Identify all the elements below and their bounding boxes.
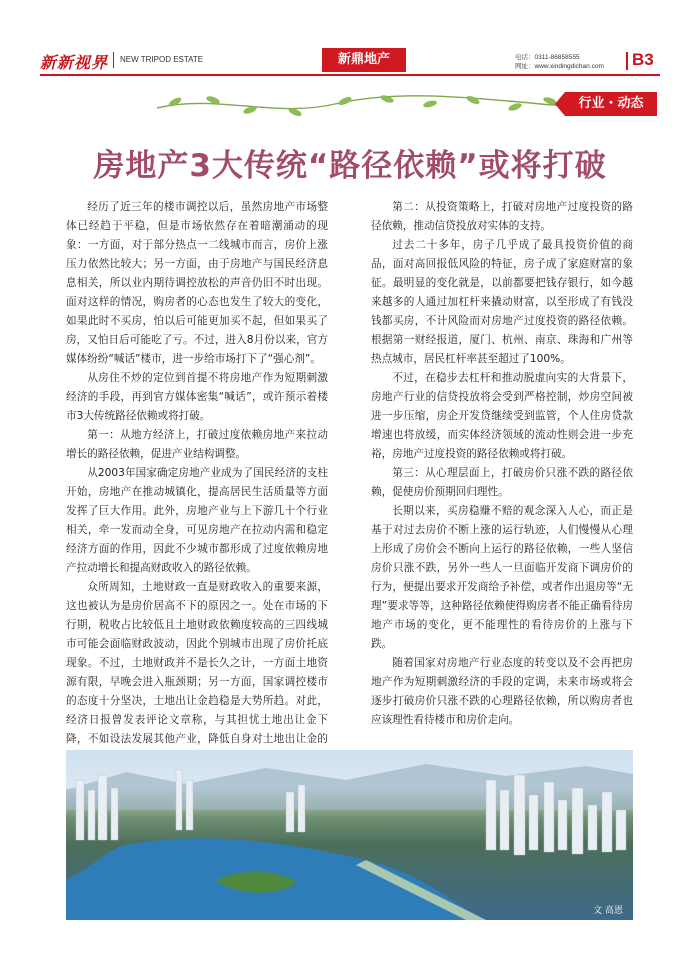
headline: 房地产3大传统“路径依赖”或将打破: [93, 148, 607, 184]
photo-credit: 文 高恩: [593, 906, 623, 916]
paragraph: 过去二十多年，房子几乎成了最具投资价值的商品，面对高回报低风险的特征，房子成了家庭财富的象征。最明显的变化就是，以前都要把钱存银行，如今越来越多的人通过加杠杆来撬动财富，以至形成了有钱没钱都买房，不计风险而对房地产过度投资的路径依赖。根据第一财经报道，厦门、杭州、南京、珠海和广州等热点城市，居民杠杆率甚至超过了100%。: [371, 239, 633, 365]
masthead-english: NEW TRIPOD ESTATE: [120, 55, 204, 64]
vine-decoration: [155, 92, 565, 118]
website-text: 网址：www.xindingdichan.com: [515, 63, 604, 70]
paragraph: 不过，在稳步去杠杆和推动脱虚向实的大背景下，房地产行业的信贷投放将会受到严格控制，炒房空间被进一步压缩，房企开发贷继续受到监管，个人住房贷款增速也将放缓，而实体经济领域的流动性则会进一步充裕，房地产过度投资的路径依赖或将打破。: [371, 372, 633, 460]
page-header: [40, 48, 660, 74]
paragraph: 从2003年国家确定房地产业成为了国民经济的支柱开始，房地产在推动城镇化，提高居民生活质量等方面发挥了巨大作用。此外，房地产业与上下游几十个行业相关，牵一发而动全身，可见房地产在拉动内需和稳定经济方面的作用，因此不少城市都形成了过度依赖房地产拉动增长和提高财政收入的路径依赖。: [66, 467, 328, 574]
section-tab: 新鼎地产: [322, 48, 406, 72]
article-column-right: [371, 198, 633, 730]
page-number: B3: [632, 50, 654, 69]
paragraph: 众所周知，土地财政一直是财政收入的重要来源，这也被认为是房价居高不下的原因之一。处在市场的下行期，税收占比较低且土地财政依赖度较高的三四线城市可能会面临财政波动，因此个别城市出现了房价托底现象。不过，土地财政并不是长久之计，一方面土地资源有限，早晚会进入瓶颈期；另一方面，国家调控楼市的态度十分坚决，土地出让金趋稳是大势所趋。对此，经济日报曾发表评论文章称，与其担忧土地出让金下降，不如设法发展其他产业，降低自身对土地出让金的: [66, 581, 328, 745]
phone-text: 电话：0311-86858555: [515, 54, 580, 61]
paragraph: 第二：从投资策略上，打破对房地产过度投资的路径依赖，推动信贷投放对实体的支持。: [371, 201, 633, 232]
paragraph: 第三：从心理层面上，打破房价只涨不跌的路径依赖，促使房价预期回归理性。: [371, 467, 633, 498]
city-illustration: [66, 750, 633, 920]
masthead-logo: 新新视界: [40, 53, 109, 72]
header-rule: [40, 74, 660, 76]
paragraph: 第一：从地方经济上，打破过度依赖房地产来拉动增长的路径依赖，促进产业结构调整。: [66, 429, 328, 460]
paragraph: 随着国家对房地产行业态度的转变以及不会再把房地产作为短期刺激经济的手段的定调，未来市场或将会逐步打破房价只涨不跌的心理路径依赖，所以购房者也应该理性看待楼市和房价走向。: [371, 657, 633, 726]
city-skyline-photo: [66, 750, 633, 920]
contact-info: [515, 53, 604, 71]
page-number-bar: [626, 52, 628, 70]
header-divider: [113, 52, 114, 68]
paragraph: 经历了近三年的楼市调控以后，虽然房地产市场整体已经趋于平稳，但是市场依然存在着暗潮涌动的现象：一方面，对于部分热点一二线城市而言，房价上涨压力依然比较大；另一方面，由于房地产与国民经济息息相关，所以业内期待调控放松的声音仍旧不时出现。面对这样的情况，购房者的心态也发生了较大的变化，如果此时不买房，怕以后可能更加买不起，但如果买了房，又怕日后可能吃了亏。不过，进入8月份以来，官方媒体纷纷“喊话”楼市，进一步给市场打下了“强心剂”。: [66, 201, 328, 365]
paragraph: 从房住不炒的定位到首提不将房地产作为短期刺激经济的手段，再到官方媒体密集“喊话”，或许预示着楼市3大传统路径依赖或将打破。: [66, 372, 328, 422]
column-label: 行业・动态: [565, 92, 657, 116]
paragraph: 长期以来，买房稳赚不赔的观念深入人心，而正是基于对过去房价不断上涨的运行轨迹，人们慢慢从心理上形成了房价会不断向上运行的路径依赖，一些人坚信房价只涨不跌，另外一些人一旦面临开发商下调房价的行为，便提出要求开发商给予补偿，或者作出退房等“无理”要求等等，这种路径依赖使得购房者不能正确看待房地产市场的变化，更不能理性的看待房价的上涨与下跌。: [371, 505, 633, 650]
article-column-left: [66, 198, 328, 768]
